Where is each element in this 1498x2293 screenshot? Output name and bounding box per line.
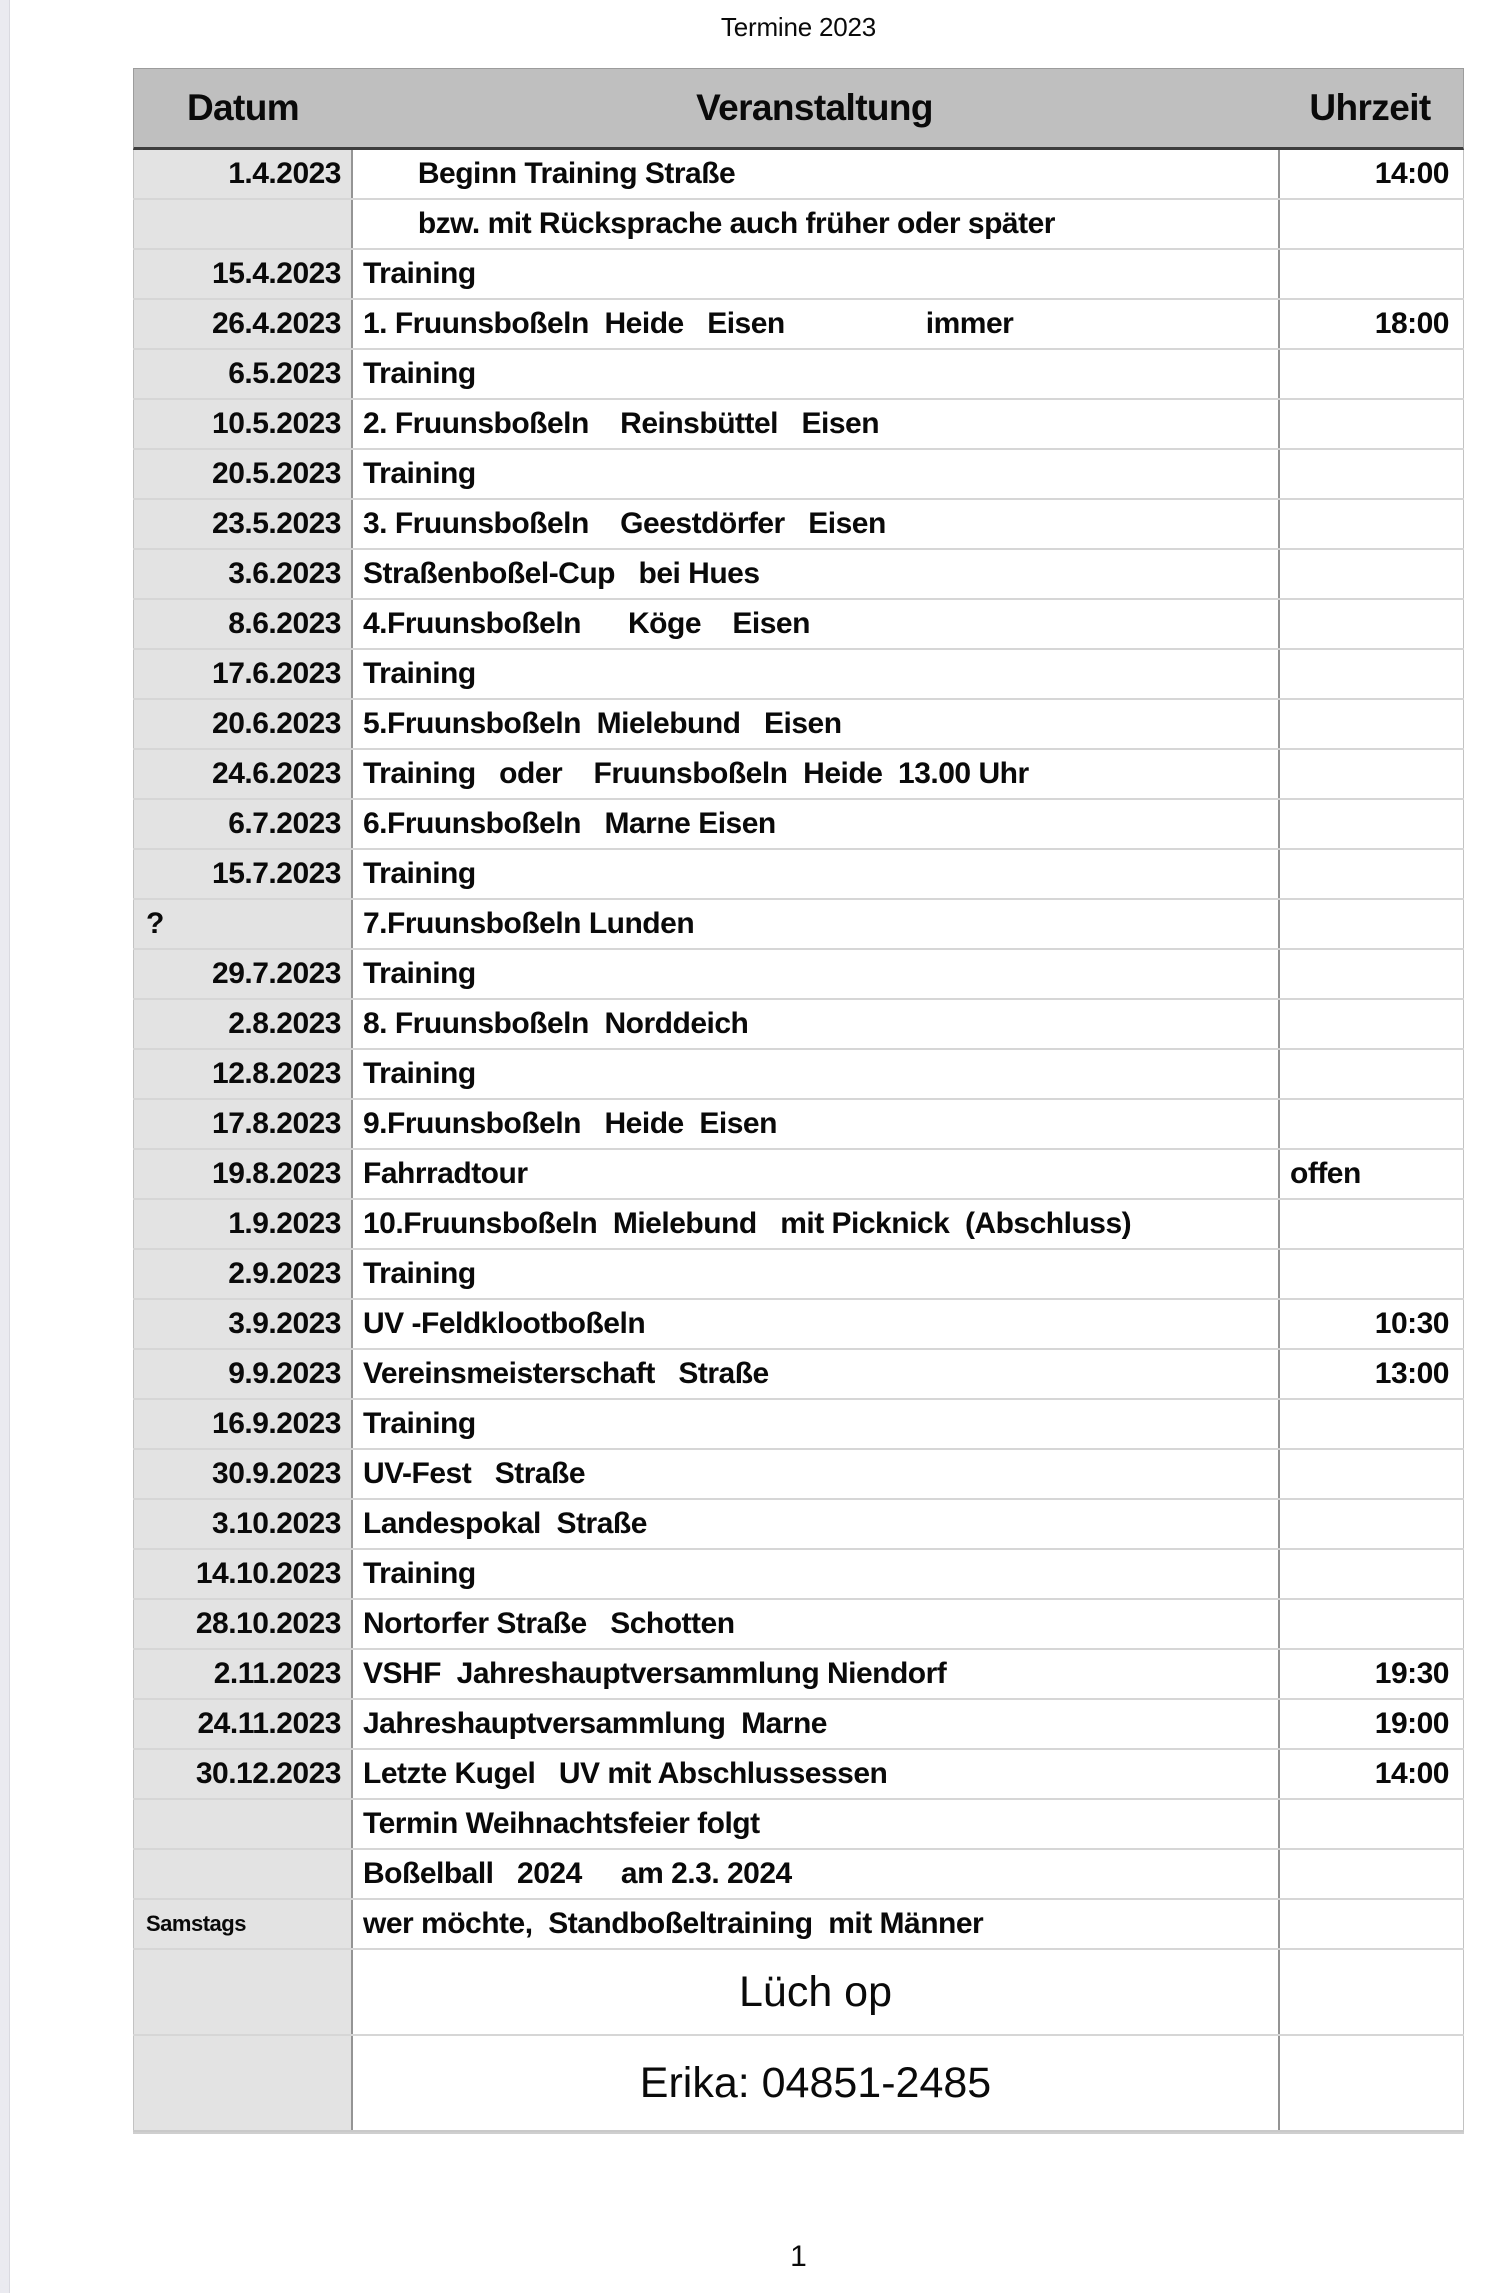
table-row — [133, 1350, 1464, 1400]
date-cell: 8.6.2023 — [133, 600, 351, 648]
time-cell — [1278, 1100, 1464, 1148]
table-row — [133, 1250, 1464, 1300]
table-row — [133, 1550, 1464, 1600]
event-cell: UV-Fest Straße — [351, 1450, 1278, 1498]
time-cell — [1278, 250, 1464, 298]
event-cell: UV -Feldklootboßeln — [351, 1300, 1278, 1348]
time-cell — [1278, 1550, 1464, 1598]
table-row — [133, 1600, 1464, 1650]
table-row — [133, 1500, 1464, 1550]
time-cell: 18:00 — [1278, 300, 1464, 348]
table-row — [133, 1950, 1464, 2036]
event-cell: Landespokal Straße — [351, 1500, 1278, 1548]
date-cell: 28.10.2023 — [133, 1600, 351, 1648]
time-cell: 19:30 — [1278, 1650, 1464, 1698]
table-row — [133, 200, 1464, 250]
date-cell: 19.8.2023 — [133, 1150, 351, 1198]
table-row — [133, 600, 1464, 650]
date-cell — [133, 1850, 351, 1898]
date-cell: 23.5.2023 — [133, 500, 351, 548]
schedule-table — [133, 68, 1464, 2134]
time-cell — [1278, 400, 1464, 448]
time-cell — [1278, 600, 1464, 648]
date-cell: 20.6.2023 — [133, 700, 351, 748]
table-row — [133, 450, 1464, 500]
table-row — [133, 1850, 1464, 1900]
table-row — [133, 1400, 1464, 1450]
time-cell — [1278, 500, 1464, 548]
date-cell: 17.6.2023 — [133, 650, 351, 698]
time-cell — [1278, 200, 1464, 248]
time-cell — [1278, 1850, 1464, 1898]
time-cell: 14:00 — [1278, 1750, 1464, 1798]
time-cell — [1278, 700, 1464, 748]
time-cell — [1278, 750, 1464, 798]
date-cell: ? — [133, 900, 351, 948]
date-cell — [133, 1950, 351, 2034]
table-row — [133, 750, 1464, 800]
date-cell: 3.6.2023 — [133, 550, 351, 598]
time-cell — [1278, 1200, 1464, 1248]
event-cell: 7.Fruunsboßeln Lunden — [351, 900, 1278, 948]
event-cell: Erika: 04851-2485 — [351, 2036, 1278, 2130]
column-header-datum: Datum — [186, 87, 300, 128]
time-cell: 13:00 — [1278, 1350, 1464, 1398]
table-row — [133, 1200, 1464, 1250]
event-cell: 5.Fruunsboßeln Mielebund Eisen — [351, 700, 1278, 748]
event-cell: 10.Fruunsboßeln Mielebund mit Picknick (Abschluss) — [351, 1200, 1278, 1248]
time-cell — [1278, 1900, 1464, 1948]
event-cell: 3. Fruunsboßeln Geestdörfer Eisen — [351, 500, 1278, 548]
date-cell: 6.5.2023 — [133, 350, 351, 398]
time-cell — [1278, 1400, 1464, 1448]
event-cell: bzw. mit Rücksprache auch früher oder später — [351, 200, 1278, 248]
table-body — [133, 150, 1464, 2134]
event-cell: 1. Fruunsboßeln Heide Eisen immer — [351, 300, 1278, 348]
date-cell: 3.10.2023 — [133, 1500, 351, 1548]
event-cell: 2. Fruunsboßeln Reinsbüttel Eisen — [351, 400, 1278, 448]
event-cell: 8. Fruunsboßeln Norddeich — [351, 1000, 1278, 1048]
date-cell: Samstags — [133, 1900, 351, 1948]
time-cell — [1278, 350, 1464, 398]
event-cell: Training — [351, 1550, 1278, 1598]
table-row — [133, 800, 1464, 850]
table-row — [133, 500, 1464, 550]
time-cell — [1278, 550, 1464, 598]
date-cell: 24.11.2023 — [133, 1700, 351, 1748]
table-row — [133, 1650, 1464, 1700]
time-cell — [1278, 850, 1464, 898]
date-cell: 17.8.2023 — [133, 1100, 351, 1148]
date-cell: 10.5.2023 — [133, 400, 351, 448]
date-cell: 15.4.2023 — [133, 250, 351, 298]
date-cell: 3.9.2023 — [133, 1300, 351, 1348]
date-cell: 2.9.2023 — [133, 1250, 351, 1298]
table-row — [133, 250, 1464, 300]
table-row — [133, 400, 1464, 450]
event-cell: Fahrradtour — [351, 1150, 1278, 1198]
table-row — [133, 900, 1464, 950]
event-cell: Training — [351, 350, 1278, 398]
table-header-row — [133, 68, 1464, 150]
date-cell: 15.7.2023 — [133, 850, 351, 898]
time-cell — [1278, 1000, 1464, 1048]
table-row — [133, 1750, 1464, 1800]
event-cell: Training — [351, 650, 1278, 698]
event-cell: Straßenboßel-Cup bei Hues — [351, 550, 1278, 598]
event-cell: Jahreshauptversammlung Marne — [351, 1700, 1278, 1748]
table-row — [133, 1000, 1464, 1050]
date-cell: 2.11.2023 — [133, 1650, 351, 1698]
table-row — [133, 1700, 1464, 1750]
time-cell — [1278, 2036, 1464, 2130]
time-cell — [1278, 650, 1464, 698]
time-cell — [1278, 900, 1464, 948]
date-cell: 30.12.2023 — [133, 1750, 351, 1798]
date-cell: 12.8.2023 — [133, 1050, 351, 1098]
event-cell: Lüch op — [351, 1950, 1278, 2034]
date-cell: 20.5.2023 — [133, 450, 351, 498]
date-cell: 1.4.2023 — [133, 150, 351, 198]
table-row — [133, 1050, 1464, 1100]
date-cell: 1.9.2023 — [133, 1200, 351, 1248]
page-title: Termine 2023 — [720, 12, 877, 42]
date-cell — [133, 200, 351, 248]
time-cell — [1278, 1500, 1464, 1548]
time-cell — [1278, 1450, 1464, 1498]
time-cell — [1278, 1600, 1464, 1648]
table-row — [133, 650, 1464, 700]
event-cell: 4.Fruunsboßeln Köge Eisen — [351, 600, 1278, 648]
date-cell: 30.9.2023 — [133, 1450, 351, 1498]
time-cell — [1278, 450, 1464, 498]
table-row — [133, 2036, 1464, 2132]
time-cell: 14:00 — [1278, 150, 1464, 198]
column-header-uhrzeit: Uhrzeit — [1309, 87, 1431, 128]
event-cell: Training oder Fruunsboßeln Heide 13.00 Uhr — [351, 750, 1278, 798]
date-cell: 29.7.2023 — [133, 950, 351, 998]
table-row — [133, 350, 1464, 400]
page-number: 1 — [790, 2240, 807, 2273]
date-cell: 2.8.2023 — [133, 1000, 351, 1048]
table-row — [133, 550, 1464, 600]
event-cell: Training — [351, 850, 1278, 898]
event-cell: Termin Weihnachtsfeier folgt — [351, 1800, 1278, 1848]
event-cell: wer möchte, Standboßeltraining mit Männer — [351, 1900, 1278, 1948]
event-cell: Letzte Kugel UV mit Abschlussessen — [351, 1750, 1278, 1798]
time-cell — [1278, 1050, 1464, 1098]
table-row — [133, 700, 1464, 750]
table-row — [133, 300, 1464, 350]
event-cell: Training — [351, 1050, 1278, 1098]
table-row — [133, 1450, 1464, 1500]
event-cell: VSHF Jahreshauptversammlung Niendorf — [351, 1650, 1278, 1698]
event-cell: Training — [351, 1400, 1278, 1448]
date-cell: 14.10.2023 — [133, 1550, 351, 1598]
table-row — [133, 950, 1464, 1000]
table-row — [133, 850, 1464, 900]
event-cell: Training — [351, 250, 1278, 298]
event-cell: Vereinsmeisterschaft Straße — [351, 1350, 1278, 1398]
event-cell: Nortorfer Straße Schotten — [351, 1600, 1278, 1648]
time-cell — [1278, 800, 1464, 848]
event-cell: Training — [351, 1250, 1278, 1298]
date-cell — [133, 2036, 351, 2130]
table-row — [133, 1150, 1464, 1200]
event-cell: Boßelball 2024 am 2.3. 2024 — [351, 1850, 1278, 1898]
time-cell — [1278, 1800, 1464, 1848]
event-cell: 9.Fruunsboßeln Heide Eisen — [351, 1100, 1278, 1148]
window-edge-strip — [0, 0, 10, 2293]
date-cell: 9.9.2023 — [133, 1350, 351, 1398]
time-cell — [1278, 1950, 1464, 2034]
event-cell: 6.Fruunsboßeln Marne Eisen — [351, 800, 1278, 848]
date-cell — [133, 1800, 351, 1848]
time-cell — [1278, 950, 1464, 998]
table-row — [133, 1800, 1464, 1850]
time-cell: 10:30 — [1278, 1300, 1464, 1348]
table-row — [133, 150, 1464, 200]
date-cell: 24.6.2023 — [133, 750, 351, 798]
table-row — [133, 1900, 1464, 1950]
time-cell: offen — [1278, 1150, 1464, 1198]
event-cell: Beginn Training Straße — [351, 150, 1278, 198]
date-cell: 26.4.2023 — [133, 300, 351, 348]
table-row — [133, 1300, 1464, 1350]
date-cell: 6.7.2023 — [133, 800, 351, 848]
event-cell: Training — [351, 950, 1278, 998]
time-cell — [1278, 1250, 1464, 1298]
column-header-veranstaltung: Veranstaltung — [696, 87, 933, 128]
date-cell: 16.9.2023 — [133, 1400, 351, 1448]
table-row — [133, 1100, 1464, 1150]
time-cell: 19:00 — [1278, 1700, 1464, 1748]
event-cell: Training — [351, 450, 1278, 498]
